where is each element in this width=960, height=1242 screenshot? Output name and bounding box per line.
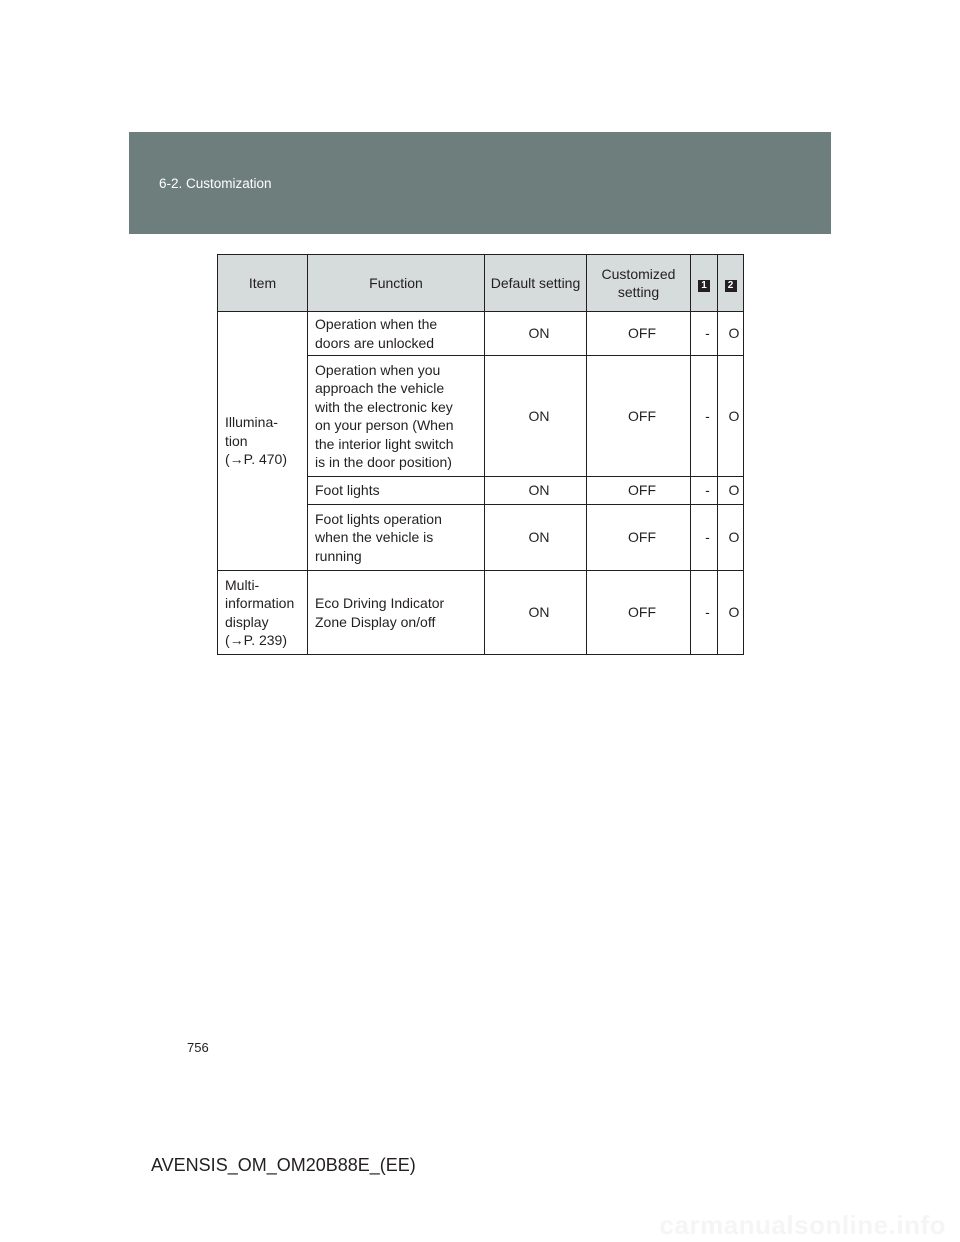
col2-cell: O [718, 571, 744, 655]
column-header-customized: Customized setting [587, 255, 691, 312]
table-row [218, 312, 744, 356]
col1-cell: - [691, 477, 718, 505]
watermark-text: carmanualsonline.info [659, 1210, 946, 1240]
default-cell: ON [485, 571, 587, 655]
section-header-band [129, 132, 831, 234]
customized-cell: OFF [587, 505, 691, 571]
col2-cell: O [718, 356, 744, 477]
function-cell: Foot lights operation when the vehicle is running [308, 505, 485, 571]
default-cell: ON [485, 505, 587, 571]
item-cell-illumination: Illumina- tion (→P. 470) [218, 312, 308, 571]
column-header-1 [691, 255, 718, 312]
customized-cell: OFF [587, 571, 691, 655]
column-header-function: Function [308, 255, 485, 312]
column-header-2 [718, 255, 744, 312]
table-row [218, 571, 744, 655]
function-cell: Eco Driving Indicator Zone Display on/off [308, 571, 485, 655]
number-1-badge: 1 [698, 280, 710, 292]
column-header-default: Default setting [485, 255, 587, 312]
function-cell: Operation when the doors are unlocked [308, 312, 485, 356]
page-number: 756 [187, 1040, 209, 1055]
function-cell: Foot lights [308, 477, 485, 505]
col2-cell: O [718, 477, 744, 505]
document-code: AVENSIS_OM_OM20B88E_(EE) [151, 1155, 416, 1175]
customized-cell: OFF [587, 356, 691, 477]
customization-table [217, 254, 744, 655]
default-cell: ON [485, 312, 587, 356]
col2-cell: O [718, 505, 744, 571]
section-title: 6-2. Customization [159, 176, 272, 191]
col1-cell: - [691, 312, 718, 356]
item-cell-multi-information-display: Multi- information display (→P. 239) [218, 571, 308, 655]
table-header-row [218, 255, 744, 312]
col1-cell: - [691, 356, 718, 477]
col2-cell: O [718, 312, 744, 356]
customized-cell: OFF [587, 477, 691, 505]
number-2-badge: 2 [725, 280, 737, 292]
customized-cell: OFF [587, 312, 691, 356]
col1-cell: - [691, 505, 718, 571]
default-cell: ON [485, 356, 587, 477]
col1-cell: - [691, 571, 718, 655]
column-header-item: Item [218, 255, 308, 312]
function-cell: Operation when you approach the vehicle with the electronic key on your person (When the interior light switch is in the door position) [308, 356, 485, 477]
default-cell: ON [485, 477, 587, 505]
